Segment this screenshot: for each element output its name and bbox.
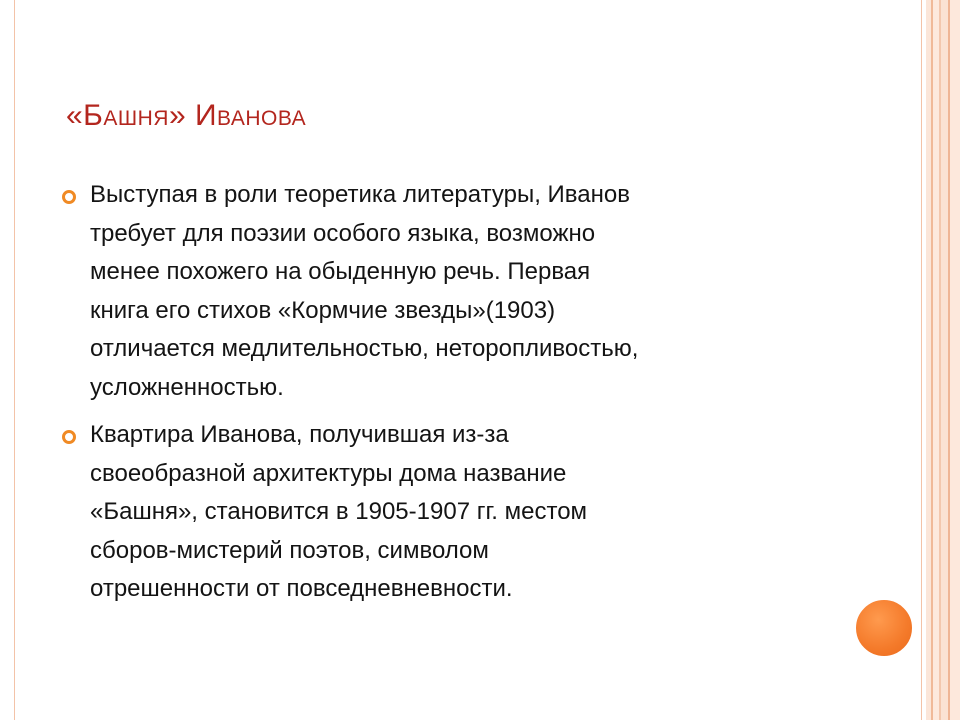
slide-title: «Башня» Иванова: [66, 99, 307, 132]
decorative-stripes: [926, 0, 960, 720]
orange-ring-bullet-icon: [62, 430, 76, 444]
frame-left-line: [14, 0, 15, 720]
bullet-line: требует для поэзии особого языка, возможно: [90, 219, 596, 247]
orange-circle-decoration-icon: [854, 598, 914, 658]
frame-right-line: [921, 0, 922, 720]
bullet-list: [62, 176, 842, 618]
bullet-line: менее похожего на обыденную речь. Первая: [90, 258, 591, 285]
bullet-item: [62, 176, 842, 407]
bullet-item: [62, 416, 842, 609]
bullet-line: усложненностью.: [90, 373, 284, 401]
bullet-line: отличается медлительностью, неторопливостью,: [90, 335, 639, 362]
bullet-line: «Башня», становится в 1905-1907 гг. местом: [90, 498, 588, 525]
orange-ring-bullet-icon: [62, 190, 76, 204]
bullet-line: книга его стихов «Кормчие звезды»(1903): [90, 296, 556, 324]
bullet-line: Выступая в роли теоретика литературы, Иванов: [90, 181, 630, 208]
bullet-line: своеобразной архитектуры дома название: [90, 459, 567, 487]
bullet-line: сборов-мистерий поэтов, символом: [90, 536, 489, 564]
bullet-line: Квартира Иванова, получившая из-за: [90, 421, 509, 448]
bullet-line: отрешенности от повседневневности.: [90, 575, 513, 602]
